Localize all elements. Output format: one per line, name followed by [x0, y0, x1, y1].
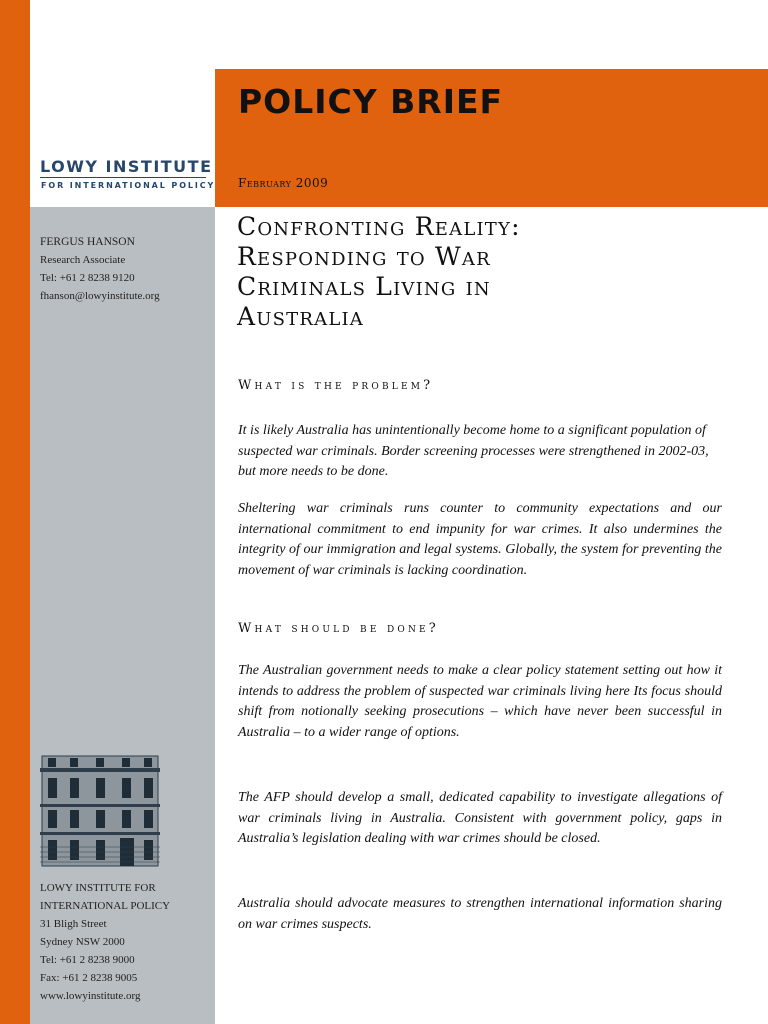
- solution-paragraph-1: The Australian government needs to make a clear policy statement setting out how it intends to address the problem of suspected war criminals living here Its focus should shift from notionally seeking prosecutions – which have never been successful in Australia – to a wider range of options.: [238, 663, 722, 740]
- problem-paragraph-1: It is likely Australia has unintentionally become home to a significant population of suspected war criminals. Border screening processes were strengthened in 2002-03, but more needs to be done.: [238, 423, 709, 479]
- problem-paragraph-2: Sheltering war criminals runs counter to community expectations and our international commitment to end impunity for war crimes. It also undermines the integrity of our immigration and legal systems. Globally, the system for preventing the movement of war criminals is lacking coordination.: [238, 501, 722, 578]
- author-role: Research Associate: [40, 254, 126, 266]
- address-city: Sydney NSW 2000: [40, 936, 125, 948]
- section-heading-solution: What should be done?: [238, 621, 439, 636]
- left-accent-bar: [0, 0, 30, 1024]
- logo-wordmark: LOWY INSTITUTE: [40, 157, 213, 176]
- author-phone: Tel: +61 2 8238 9120: [40, 272, 135, 284]
- address-street: 31 Bligh Street: [40, 918, 107, 930]
- section-heading-problem: What is the problem?: [238, 378, 434, 393]
- solution-paragraph-2: The AFP should develop a small, dedicated capability to investigate allegations of war criminals living in Australia. Consistent with government policy, gaps in Australia’s legislation dealing with war crimes should be closed.: [238, 790, 722, 846]
- address-phone: Tel: +61 2 8238 9000: [40, 954, 135, 966]
- address-website[interactable]: www.lowyinstitute.org: [40, 990, 141, 1002]
- logo-divider: [40, 177, 206, 178]
- address-fax: Fax: +61 2 8238 9005: [40, 972, 138, 984]
- address-org-line2: INTERNATIONAL POLICY: [40, 900, 171, 912]
- author-block: [40, 233, 160, 305]
- title-line: Confronting Reality:: [237, 212, 521, 241]
- publication-date: February 2009: [238, 176, 329, 190]
- brief-title: [237, 212, 757, 332]
- institute-address: [40, 879, 170, 1005]
- address-org-line1: LOWY INSTITUTE FOR: [40, 882, 156, 894]
- title-line: Responding to War: [237, 242, 491, 271]
- title-line: Australia: [237, 302, 364, 331]
- solution-paragraph-3: Australia should advocate measures to strengthen international information sharing on war crimes suspects.: [238, 896, 722, 932]
- author-name: FERGUS HANSON: [40, 236, 135, 248]
- author-email[interactable]: fhanson@lowyinstitute.org: [40, 290, 160, 302]
- document-type-title: POLICY BRIEF: [238, 82, 504, 121]
- logo-tagline: FOR INTERNATIONAL POLICY: [41, 181, 216, 190]
- building-illustration: [40, 752, 160, 868]
- title-line: Criminals Living in: [237, 272, 491, 301]
